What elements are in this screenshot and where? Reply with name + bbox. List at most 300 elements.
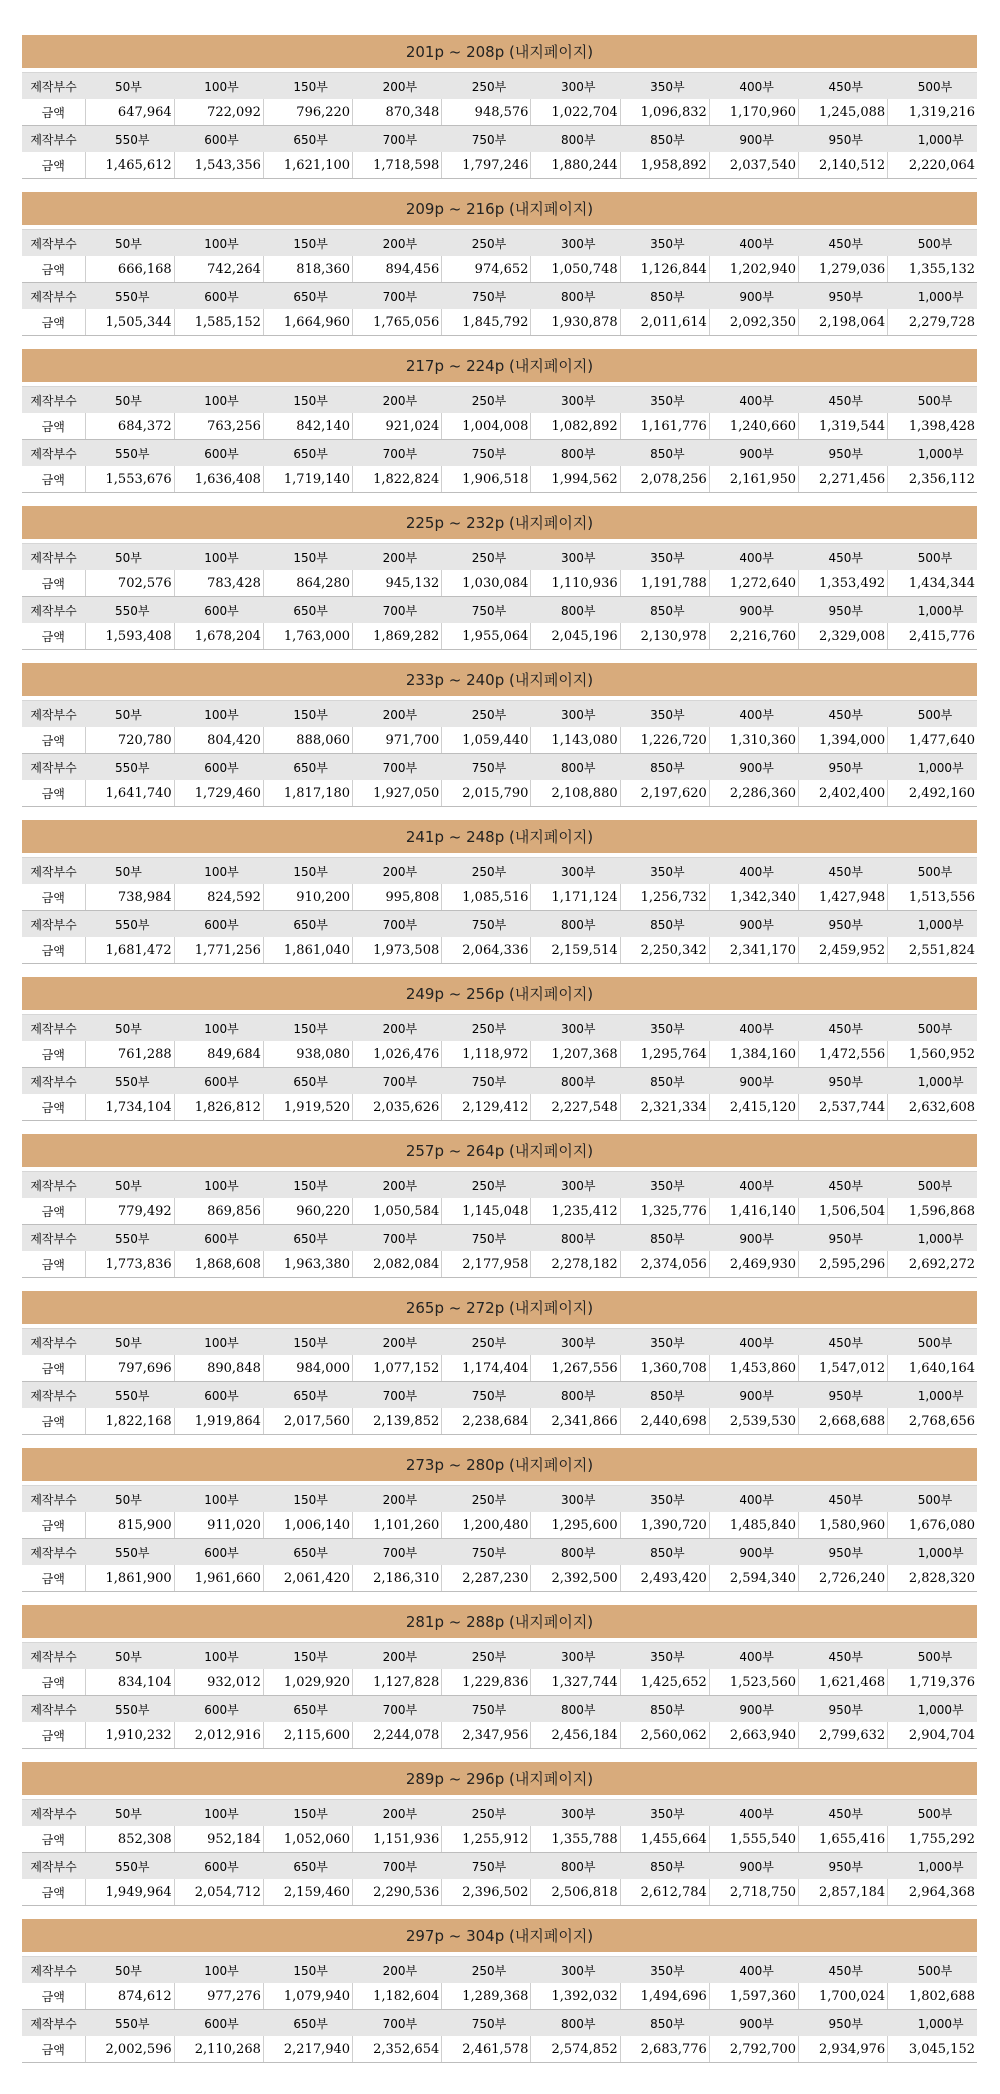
amount-cell: 2,506,818 xyxy=(531,1879,620,1906)
amount-cell: 2,683,776 xyxy=(620,2036,709,2063)
quantity-row xyxy=(22,1643,977,1670)
amount-cell: 2,287,230 xyxy=(442,1565,531,1592)
quantity-cell: 200부 xyxy=(353,1486,442,1513)
block-title: 233p ~ 240p (내지페이지) xyxy=(22,663,977,696)
amount-cell: 890,848 xyxy=(174,1355,263,1382)
amount-row xyxy=(22,623,977,650)
amount-cell: 1,425,652 xyxy=(620,1669,709,1696)
amount-cell: 842,140 xyxy=(263,413,352,440)
quantity-cell: 400부 xyxy=(709,1643,798,1670)
quantity-cell: 250부 xyxy=(442,1957,531,1984)
quantity-cell: 1,000부 xyxy=(888,754,977,781)
quantity-cell: 100부 xyxy=(174,701,263,728)
quantity-cell: 550부 xyxy=(85,754,174,781)
quantity-row xyxy=(22,1853,977,1880)
amount-row xyxy=(22,937,977,964)
quantity-label: 제작부수 xyxy=(22,1225,85,1252)
quantity-cell: 450부 xyxy=(799,1643,888,1670)
quantity-cell: 200부 xyxy=(353,1643,442,1670)
quantity-label: 제작부수 xyxy=(22,1486,85,1513)
amount-cell: 870,348 xyxy=(353,99,442,126)
amount-label: 금액 xyxy=(22,780,85,807)
amount-cell: 1,279,036 xyxy=(799,256,888,283)
quantity-cell: 500부 xyxy=(888,858,977,885)
quantity-row xyxy=(22,1382,977,1409)
amount-cell: 2,718,750 xyxy=(709,1879,798,1906)
quantity-cell: 1,000부 xyxy=(888,1068,977,1095)
quantity-row xyxy=(22,1225,977,1252)
quantity-cell: 250부 xyxy=(442,230,531,257)
amount-label: 금액 xyxy=(22,884,85,911)
amount-cell: 1,868,608 xyxy=(174,1251,263,1278)
quantity-cell: 250부 xyxy=(442,1643,531,1670)
price-grid xyxy=(22,1014,977,1121)
amount-cell: 1,585,152 xyxy=(174,309,263,336)
amount-cell: 2,015,790 xyxy=(442,780,531,807)
amount-label: 금액 xyxy=(22,570,85,597)
quantity-row xyxy=(22,1957,977,1984)
quantity-cell: 850부 xyxy=(620,283,709,310)
amount-cell: 1,085,516 xyxy=(442,884,531,911)
amount-row xyxy=(22,780,977,807)
quantity-cell: 700부 xyxy=(353,440,442,467)
price-grid xyxy=(22,229,977,336)
amount-cell: 2,017,560 xyxy=(263,1408,352,1435)
quantity-cell: 350부 xyxy=(620,1643,709,1670)
amount-cell: 2,092,350 xyxy=(709,309,798,336)
quantity-cell: 950부 xyxy=(799,126,888,153)
block-title: 265p ~ 272p (내지페이지) xyxy=(22,1291,977,1324)
quantity-cell: 200부 xyxy=(353,230,442,257)
quantity-cell: 850부 xyxy=(620,440,709,467)
quantity-cell: 750부 xyxy=(442,1225,531,1252)
amount-cell: 2,108,880 xyxy=(531,780,620,807)
quantity-cell: 300부 xyxy=(531,1957,620,1984)
price-block xyxy=(22,1448,977,1605)
quantity-cell: 400부 xyxy=(709,1172,798,1199)
amount-cell: 1,802,688 xyxy=(888,1983,977,2010)
quantity-cell: 650부 xyxy=(263,1539,352,1566)
amount-cell: 2,574,852 xyxy=(531,2036,620,2063)
amount-cell: 2,197,620 xyxy=(620,780,709,807)
amount-row xyxy=(22,152,977,179)
quantity-cell: 100부 xyxy=(174,73,263,100)
amount-row xyxy=(22,256,977,283)
quantity-cell: 900부 xyxy=(709,597,798,624)
amount-cell: 1,096,832 xyxy=(620,99,709,126)
amount-cell: 995,808 xyxy=(353,884,442,911)
quantity-cell: 50부 xyxy=(85,387,174,414)
amount-cell: 834,104 xyxy=(85,1669,174,1696)
quantity-cell: 950부 xyxy=(799,754,888,781)
quantity-cell: 950부 xyxy=(799,597,888,624)
quantity-label: 제작부수 xyxy=(22,283,85,310)
quantity-cell: 600부 xyxy=(174,911,263,938)
quantity-cell: 200부 xyxy=(353,701,442,728)
quantity-cell: 750부 xyxy=(442,911,531,938)
amount-cell: 1,118,972 xyxy=(442,1041,531,1068)
quantity-cell: 900부 xyxy=(709,440,798,467)
price-grid xyxy=(22,1485,977,1592)
quantity-cell: 1,000부 xyxy=(888,126,977,153)
price-grid xyxy=(22,1956,977,2063)
amount-cell: 2,595,296 xyxy=(799,1251,888,1278)
quantity-cell: 900부 xyxy=(709,283,798,310)
amount-cell: 2,115,600 xyxy=(263,1722,352,1749)
quantity-cell: 700부 xyxy=(353,126,442,153)
amount-row xyxy=(22,1041,977,1068)
amount-cell: 2,161,950 xyxy=(709,466,798,493)
amount-cell: 2,341,170 xyxy=(709,937,798,964)
quantity-cell: 250부 xyxy=(442,387,531,414)
amount-cell: 1,398,428 xyxy=(888,413,977,440)
amount-cell: 1,958,892 xyxy=(620,152,709,179)
amount-cell: 1,245,088 xyxy=(799,99,888,126)
quantity-cell: 800부 xyxy=(531,1382,620,1409)
amount-cell: 1,355,788 xyxy=(531,1826,620,1853)
amount-cell: 2,279,728 xyxy=(888,309,977,336)
amount-cell: 738,984 xyxy=(85,884,174,911)
quantity-cell: 100부 xyxy=(174,1172,263,1199)
amount-cell: 921,024 xyxy=(353,413,442,440)
amount-cell: 1,485,840 xyxy=(709,1512,798,1539)
amount-cell: 2,321,334 xyxy=(620,1094,709,1121)
amount-cell: 720,780 xyxy=(85,727,174,754)
amount-cell: 1,342,340 xyxy=(709,884,798,911)
amount-cell: 945,132 xyxy=(353,570,442,597)
amount-cell: 2,964,368 xyxy=(888,1879,977,1906)
quantity-cell: 150부 xyxy=(263,1172,352,1199)
quantity-label: 제작부수 xyxy=(22,544,85,571)
quantity-label: 제작부수 xyxy=(22,597,85,624)
amount-cell: 1,030,084 xyxy=(442,570,531,597)
amount-label: 금액 xyxy=(22,1094,85,1121)
quantity-label: 제작부수 xyxy=(22,440,85,467)
amount-cell: 1,994,562 xyxy=(531,466,620,493)
quantity-cell: 500부 xyxy=(888,230,977,257)
amount-cell: 2,037,540 xyxy=(709,152,798,179)
amount-cell: 2,035,626 xyxy=(353,1094,442,1121)
quantity-cell: 900부 xyxy=(709,1853,798,1880)
quantity-cell: 600부 xyxy=(174,1225,263,1252)
amount-cell: 1,676,080 xyxy=(888,1512,977,1539)
amount-row xyxy=(22,99,977,126)
quantity-cell: 450부 xyxy=(799,1329,888,1356)
amount-cell: 2,560,062 xyxy=(620,1722,709,1749)
quantity-cell: 950부 xyxy=(799,1539,888,1566)
amount-cell: 763,256 xyxy=(174,413,263,440)
amount-row xyxy=(22,570,977,597)
quantity-cell: 950부 xyxy=(799,1225,888,1252)
amount-cell: 742,264 xyxy=(174,256,263,283)
amount-cell: 1,226,720 xyxy=(620,727,709,754)
quantity-label: 제작부수 xyxy=(22,1015,85,1042)
quantity-cell: 750부 xyxy=(442,1539,531,1566)
quantity-cell: 250부 xyxy=(442,858,531,885)
amount-cell: 1,681,472 xyxy=(85,937,174,964)
quantity-cell: 200부 xyxy=(353,1015,442,1042)
amount-label: 금액 xyxy=(22,1983,85,2010)
quantity-cell: 550부 xyxy=(85,1068,174,1095)
quantity-row xyxy=(22,701,977,728)
amount-cell: 1,596,868 xyxy=(888,1198,977,1225)
amount-cell: 932,012 xyxy=(174,1669,263,1696)
amount-cell: 1,771,256 xyxy=(174,937,263,964)
amount-cell: 2,271,456 xyxy=(799,466,888,493)
amount-cell: 1,394,000 xyxy=(799,727,888,754)
quantity-cell: 250부 xyxy=(442,1172,531,1199)
amount-cell: 1,202,940 xyxy=(709,256,798,283)
amount-cell: 888,060 xyxy=(263,727,352,754)
price-block xyxy=(22,663,977,820)
price-block xyxy=(22,1134,977,1291)
quantity-cell: 500부 xyxy=(888,387,977,414)
quantity-cell: 500부 xyxy=(888,73,977,100)
quantity-cell: 400부 xyxy=(709,1800,798,1827)
amount-cell: 2,692,272 xyxy=(888,1251,977,1278)
quantity-cell: 550부 xyxy=(85,1382,174,1409)
amount-cell: 1,763,000 xyxy=(263,623,352,650)
amount-cell: 1,384,160 xyxy=(709,1041,798,1068)
amount-cell: 2,415,120 xyxy=(709,1094,798,1121)
amount-cell: 2,356,112 xyxy=(888,466,977,493)
quantity-cell: 900부 xyxy=(709,1696,798,1723)
quantity-cell: 350부 xyxy=(620,544,709,571)
quantity-label: 제작부수 xyxy=(22,1068,85,1095)
quantity-cell: 700부 xyxy=(353,1068,442,1095)
amount-cell: 2,002,596 xyxy=(85,2036,174,2063)
amount-cell: 977,276 xyxy=(174,1983,263,2010)
quantity-cell: 650부 xyxy=(263,1382,352,1409)
amount-cell: 1,390,720 xyxy=(620,1512,709,1539)
amount-row xyxy=(22,1355,977,1382)
quantity-cell: 350부 xyxy=(620,1015,709,1042)
amount-cell: 1,949,964 xyxy=(85,1879,174,1906)
quantity-cell: 350부 xyxy=(620,1957,709,1984)
quantity-row xyxy=(22,73,977,100)
amount-cell: 1,006,140 xyxy=(263,1512,352,1539)
amount-cell: 815,900 xyxy=(85,1512,174,1539)
amount-cell: 1,560,952 xyxy=(888,1041,977,1068)
amount-cell: 1,555,540 xyxy=(709,1826,798,1853)
quantity-cell: 500부 xyxy=(888,1329,977,1356)
quantity-cell: 500부 xyxy=(888,701,977,728)
block-title: 225p ~ 232p (내지페이지) xyxy=(22,506,977,539)
amount-cell: 1,235,412 xyxy=(531,1198,620,1225)
quantity-cell: 150부 xyxy=(263,1329,352,1356)
quantity-cell: 800부 xyxy=(531,911,620,938)
quantity-cell: 700부 xyxy=(353,1225,442,1252)
quantity-cell: 750부 xyxy=(442,2010,531,2037)
quantity-cell: 500부 xyxy=(888,1172,977,1199)
amount-cell: 1,621,468 xyxy=(799,1669,888,1696)
price-block xyxy=(22,1291,977,1448)
amount-cell: 1,022,704 xyxy=(531,99,620,126)
amount-cell: 1,191,788 xyxy=(620,570,709,597)
block-title: 249p ~ 256p (내지페이지) xyxy=(22,977,977,1010)
quantity-cell: 350부 xyxy=(620,230,709,257)
amount-cell: 1,817,180 xyxy=(263,780,352,807)
quantity-cell: 250부 xyxy=(442,1800,531,1827)
amount-cell: 1,621,100 xyxy=(263,152,352,179)
amount-cell: 1,797,246 xyxy=(442,152,531,179)
quantity-cell: 150부 xyxy=(263,230,352,257)
quantity-cell: 100부 xyxy=(174,1800,263,1827)
quantity-cell: 800부 xyxy=(531,754,620,781)
quantity-cell: 750부 xyxy=(442,1382,531,1409)
quantity-cell: 300부 xyxy=(531,1329,620,1356)
amount-cell: 1,963,380 xyxy=(263,1251,352,1278)
block-title: 209p ~ 216p (내지페이지) xyxy=(22,192,977,225)
amount-cell: 1,434,344 xyxy=(888,570,977,597)
price-grid xyxy=(22,1171,977,1278)
quantity-cell: 300부 xyxy=(531,387,620,414)
amount-cell: 2,726,240 xyxy=(799,1565,888,1592)
amount-cell: 2,612,784 xyxy=(620,1879,709,1906)
amount-cell: 1,773,836 xyxy=(85,1251,174,1278)
quantity-cell: 600부 xyxy=(174,283,263,310)
block-title: 289p ~ 296p (내지페이지) xyxy=(22,1762,977,1795)
amount-cell: 2,347,956 xyxy=(442,1722,531,1749)
amount-cell: 1,919,520 xyxy=(263,1094,352,1121)
quantity-cell: 900부 xyxy=(709,2010,798,2037)
amount-cell: 2,159,460 xyxy=(263,1879,352,1906)
quantity-cell: 950부 xyxy=(799,1853,888,1880)
amount-cell: 1,267,556 xyxy=(531,1355,620,1382)
quantity-cell: 800부 xyxy=(531,597,620,624)
quantity-row xyxy=(22,544,977,571)
quantity-row xyxy=(22,1329,977,1356)
quantity-cell: 600부 xyxy=(174,1696,263,1723)
price-grid xyxy=(22,1328,977,1435)
amount-cell: 2,061,420 xyxy=(263,1565,352,1592)
quantity-label: 제작부수 xyxy=(22,1329,85,1356)
quantity-cell: 400부 xyxy=(709,1957,798,1984)
amount-cell: 2,238,684 xyxy=(442,1408,531,1435)
amount-cell: 2,539,530 xyxy=(709,1408,798,1435)
amount-cell: 1,700,024 xyxy=(799,1983,888,2010)
amount-cell: 2,129,412 xyxy=(442,1094,531,1121)
amount-cell: 2,551,824 xyxy=(888,937,977,964)
quantity-cell: 100부 xyxy=(174,858,263,885)
quantity-cell: 350부 xyxy=(620,1172,709,1199)
quantity-cell: 650부 xyxy=(263,597,352,624)
quantity-cell: 650부 xyxy=(263,911,352,938)
quantity-cell: 600부 xyxy=(174,2010,263,2037)
quantity-cell: 900부 xyxy=(709,126,798,153)
amount-cell: 2,768,656 xyxy=(888,1408,977,1435)
quantity-row xyxy=(22,230,977,257)
amount-cell: 2,082,084 xyxy=(353,1251,442,1278)
quantity-cell: 50부 xyxy=(85,1015,174,1042)
quantity-cell: 950부 xyxy=(799,1382,888,1409)
quantity-cell: 600부 xyxy=(174,440,263,467)
price-grid xyxy=(22,543,977,650)
amount-cell: 818,360 xyxy=(263,256,352,283)
quantity-cell: 500부 xyxy=(888,1643,977,1670)
amount-cell: 1,506,504 xyxy=(799,1198,888,1225)
quantity-cell: 150부 xyxy=(263,858,352,885)
amount-cell: 911,020 xyxy=(174,1512,263,1539)
amount-row xyxy=(22,1565,977,1592)
quantity-cell: 100부 xyxy=(174,1486,263,1513)
quantity-cell: 150부 xyxy=(263,1643,352,1670)
quantity-cell: 300부 xyxy=(531,1015,620,1042)
quantity-cell: 100부 xyxy=(174,1643,263,1670)
price-grid xyxy=(22,1799,977,1906)
quantity-cell: 250부 xyxy=(442,1486,531,1513)
amount-cell: 1,310,360 xyxy=(709,727,798,754)
amount-cell: 2,857,184 xyxy=(799,1879,888,1906)
amount-cell: 666,168 xyxy=(85,256,174,283)
amount-cell: 1,845,792 xyxy=(442,309,531,336)
quantity-cell: 550부 xyxy=(85,2010,174,2037)
amount-cell: 1,101,260 xyxy=(353,1512,442,1539)
amount-cell: 2,392,500 xyxy=(531,1565,620,1592)
amount-cell: 1,765,056 xyxy=(353,309,442,336)
quantity-cell: 600부 xyxy=(174,126,263,153)
amount-cell: 1,547,012 xyxy=(799,1355,888,1382)
quantity-cell: 750부 xyxy=(442,1068,531,1095)
quantity-cell: 450부 xyxy=(799,387,888,414)
amount-cell: 1,861,040 xyxy=(263,937,352,964)
quantity-label: 제작부수 xyxy=(22,1539,85,1566)
quantity-cell: 150부 xyxy=(263,1015,352,1042)
amount-cell: 2,904,704 xyxy=(888,1722,977,1749)
quantity-cell: 850부 xyxy=(620,1068,709,1095)
amount-cell: 938,080 xyxy=(263,1041,352,1068)
quantity-cell: 50부 xyxy=(85,544,174,571)
amount-cell: 894,456 xyxy=(353,256,442,283)
amount-row xyxy=(22,1983,977,2010)
amount-cell: 2,828,320 xyxy=(888,1565,977,1592)
amount-cell: 824,592 xyxy=(174,884,263,911)
amount-label: 금액 xyxy=(22,623,85,650)
quantity-label: 제작부수 xyxy=(22,858,85,885)
amount-cell: 2,139,852 xyxy=(353,1408,442,1435)
amount-cell: 1,004,008 xyxy=(442,413,531,440)
amount-cell: 1,127,828 xyxy=(353,1669,442,1696)
price-block xyxy=(22,192,977,349)
amount-row xyxy=(22,466,977,493)
quantity-row xyxy=(22,1486,977,1513)
quantity-cell: 200부 xyxy=(353,387,442,414)
quantity-cell: 850부 xyxy=(620,126,709,153)
quantity-cell: 650부 xyxy=(263,1696,352,1723)
quantity-cell: 800부 xyxy=(531,1696,620,1723)
quantity-cell: 450부 xyxy=(799,73,888,100)
amount-cell: 2,286,360 xyxy=(709,780,798,807)
quantity-cell: 150부 xyxy=(263,1800,352,1827)
amount-cell: 1,050,584 xyxy=(353,1198,442,1225)
amount-cell: 1,755,292 xyxy=(888,1826,977,1853)
amount-row xyxy=(22,884,977,911)
amount-cell: 1,880,244 xyxy=(531,152,620,179)
amount-cell: 2,493,420 xyxy=(620,1565,709,1592)
amount-cell: 1,822,824 xyxy=(353,466,442,493)
quantity-cell: 150부 xyxy=(263,701,352,728)
quantity-cell: 650부 xyxy=(263,1853,352,1880)
quantity-cell: 800부 xyxy=(531,126,620,153)
quantity-row xyxy=(22,911,977,938)
price-grid xyxy=(22,1642,977,1749)
quantity-cell: 950부 xyxy=(799,1068,888,1095)
quantity-cell: 500부 xyxy=(888,1957,977,1984)
amount-row xyxy=(22,1251,977,1278)
quantity-cell: 750부 xyxy=(442,440,531,467)
amount-cell: 1,636,408 xyxy=(174,466,263,493)
amount-cell: 849,684 xyxy=(174,1041,263,1068)
